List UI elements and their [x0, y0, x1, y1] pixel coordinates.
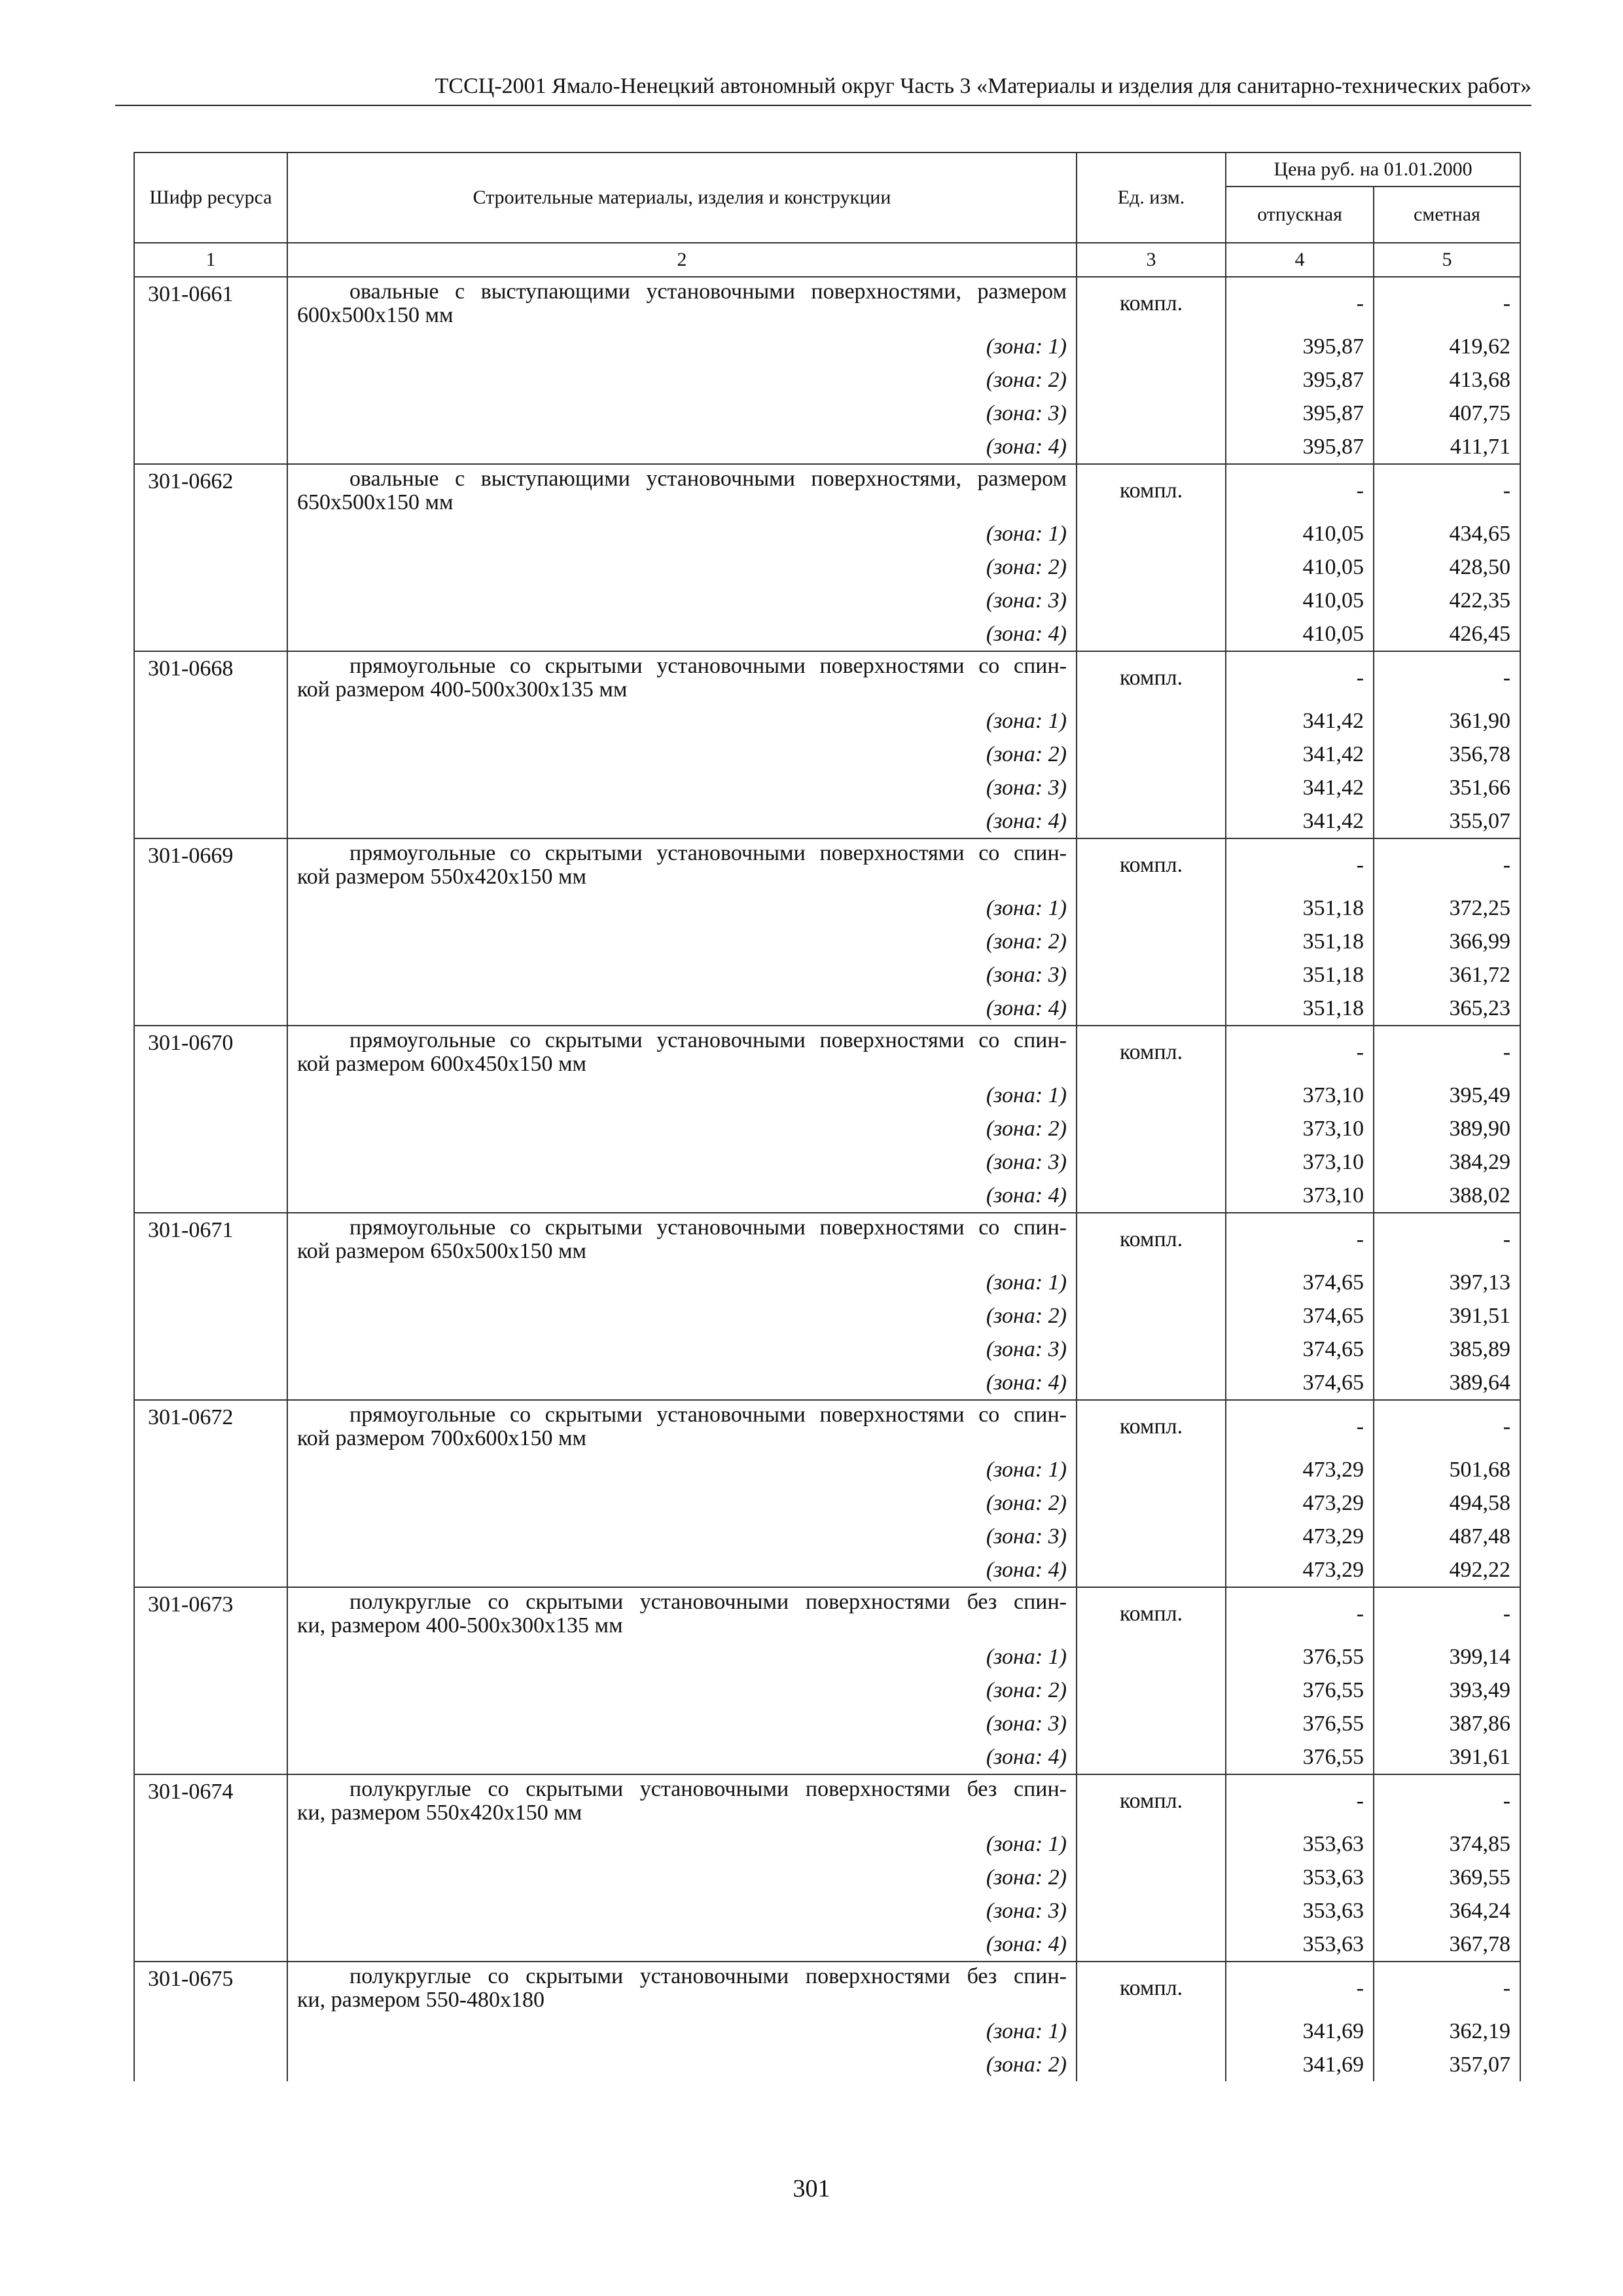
estimate-price: 389,90: [1374, 1112, 1520, 1145]
column-number: 3: [1077, 243, 1226, 277]
zone-label: (зона: 4): [287, 1928, 1077, 1962]
resource-code: 301-0669: [134, 838, 287, 1026]
page-header: ТССЦ-2001 Ямало-Ненецкий автономный округ Часть 3 «Материалы и изделия для санитарно-технических работ»: [435, 74, 1531, 98]
table-row: [134, 464, 1520, 517]
unit-of-measure: [1077, 1333, 1226, 1366]
release-price: -: [1226, 651, 1374, 704]
zone-label: (зона: 4): [287, 1553, 1077, 1587]
zone-label: (зона: 2): [287, 1112, 1077, 1145]
resource-code: 301-0671: [134, 1213, 287, 1400]
zone-row: [134, 2048, 1520, 2081]
description-line: прямоугольные со скрытыми установочными поверхностями со спин-: [349, 841, 1067, 865]
column-header-name: Строительные материалы, изделия и конструкции: [287, 152, 1077, 243]
description-line: прямоугольные со скрытыми установочными поверхностями со спин-: [349, 1028, 1067, 1052]
unit-of-measure: [1077, 1740, 1226, 1774]
estimate-price: 364,24: [1374, 1894, 1520, 1928]
description-line: кой размером 650х500х150 мм: [297, 1239, 587, 1263]
description-line: овальные с выступающими установочными поверхностями, размером: [349, 467, 1067, 491]
release-price: -: [1226, 1774, 1374, 1827]
zone-row: [134, 1266, 1520, 1299]
zone-label: (зона: 4): [287, 804, 1077, 838]
unit-of-measure: [1077, 891, 1226, 925]
resource-code: 301-0673: [134, 1587, 287, 1774]
unit-of-measure: [1077, 517, 1226, 550]
release-price: 374,65: [1226, 1299, 1374, 1333]
item-description: [287, 1962, 1077, 2015]
zone-label: (зона: 1): [287, 2015, 1077, 2048]
table-row: [134, 838, 1520, 891]
unit-of-measure: [1077, 430, 1226, 464]
unit-of-measure: [1077, 1707, 1226, 1740]
release-price: -: [1226, 838, 1374, 891]
estimate-price: 419,62: [1374, 330, 1520, 363]
release-price: 473,29: [1226, 1486, 1374, 1520]
unit-of-measure: [1077, 738, 1226, 771]
table-row: [134, 1026, 1520, 1079]
estimate-price: 422,35: [1374, 584, 1520, 617]
column-number: 4: [1226, 243, 1374, 277]
release-price: 341,42: [1226, 738, 1374, 771]
zone-row: [134, 1299, 1520, 1333]
zone-row: [134, 1827, 1520, 1861]
estimate-price: 389,64: [1374, 1366, 1520, 1400]
resource-code: 301-0668: [134, 651, 287, 838]
item-description: [287, 1026, 1077, 1079]
table-header: [134, 152, 1520, 277]
unit-of-measure: [1077, 1179, 1226, 1213]
zone-label: (зона: 1): [287, 1266, 1077, 1299]
estimate-price: 355,07: [1374, 804, 1520, 838]
estimate-price: -: [1374, 1400, 1520, 1453]
release-price: 373,10: [1226, 1145, 1374, 1179]
item-description: [287, 1213, 1077, 1266]
estimate-price: -: [1374, 277, 1520, 330]
zone-label: (зона: 1): [287, 1453, 1077, 1486]
unit-of-measure: компл.: [1077, 464, 1226, 517]
unit-of-measure: [1077, 1674, 1226, 1707]
zone-label: (зона: 1): [287, 330, 1077, 363]
release-price: 473,29: [1226, 1520, 1374, 1553]
zone-label: (зона: 3): [287, 1145, 1077, 1179]
zone-label: (зона: 3): [287, 397, 1077, 430]
zone-row: [134, 1453, 1520, 1486]
resource-code: 301-0672: [134, 1400, 287, 1587]
estimate-price: 374,85: [1374, 1827, 1520, 1861]
zone-label: (зона: 3): [287, 584, 1077, 617]
estimate-price: -: [1374, 1774, 1520, 1827]
zone-label: (зона: 4): [287, 1740, 1077, 1774]
resource-code: 301-0675: [134, 1962, 287, 2081]
zone-row: [134, 771, 1520, 804]
estimate-price: 411,71: [1374, 430, 1520, 464]
zone-label: (зона: 4): [287, 992, 1077, 1026]
release-price: 374,65: [1226, 1333, 1374, 1366]
estimate-price: -: [1374, 1213, 1520, 1266]
description-line: ки, размером 550х420х150 мм: [297, 1801, 582, 1825]
release-price: 351,18: [1226, 925, 1374, 958]
description-line: кой размером 550х420х150 мм: [297, 865, 587, 889]
column-numbers-row: [134, 243, 1520, 277]
release-price: 374,65: [1226, 1366, 1374, 1400]
release-price: -: [1226, 1400, 1374, 1453]
unit-of-measure: [1077, 1079, 1226, 1112]
estimate-price: -: [1374, 1587, 1520, 1640]
release-price: 473,29: [1226, 1553, 1374, 1587]
zone-row: [134, 804, 1520, 838]
zone-label: (зона: 2): [287, 738, 1077, 771]
release-price: 376,55: [1226, 1740, 1374, 1774]
estimate-price: 487,48: [1374, 1520, 1520, 1553]
unit-of-measure: [1077, 1112, 1226, 1145]
estimate-price: 391,51: [1374, 1299, 1520, 1333]
zone-row: [134, 958, 1520, 992]
zone-row: [134, 1553, 1520, 1587]
unit-of-measure: [1077, 804, 1226, 838]
zone-row: [134, 517, 1520, 550]
estimate-price: 434,65: [1374, 517, 1520, 550]
unit-of-measure: компл.: [1077, 651, 1226, 704]
unit-of-measure: [1077, 704, 1226, 738]
estimate-price: 362,19: [1374, 2015, 1520, 2048]
unit-of-measure: [1077, 1894, 1226, 1928]
release-price: 351,18: [1226, 992, 1374, 1026]
resource-code: 301-0662: [134, 464, 287, 651]
zone-row: [134, 397, 1520, 430]
release-price: 376,55: [1226, 1707, 1374, 1740]
release-price: 395,87: [1226, 330, 1374, 363]
zone-row: [134, 1861, 1520, 1894]
zone-label: (зона: 3): [287, 958, 1077, 992]
zone-row: [134, 1707, 1520, 1740]
estimate-price: 501,68: [1374, 1453, 1520, 1486]
item-description: [287, 838, 1077, 891]
unit-of-measure: [1077, 584, 1226, 617]
unit-of-measure: [1077, 2048, 1226, 2081]
unit-of-measure: компл.: [1077, 1026, 1226, 1079]
zone-row: [134, 1674, 1520, 1707]
unit-of-measure: [1077, 1553, 1226, 1587]
column-number: 2: [287, 243, 1077, 277]
zone-label: (зона: 3): [287, 771, 1077, 804]
unit-of-measure: компл.: [1077, 1400, 1226, 1453]
estimate-price: 356,78: [1374, 738, 1520, 771]
zone-row: [134, 550, 1520, 584]
release-price: 341,69: [1226, 2015, 1374, 2048]
release-price: 353,63: [1226, 1928, 1374, 1962]
estimate-price: 399,14: [1374, 1640, 1520, 1674]
release-price: 341,42: [1226, 704, 1374, 738]
zone-label: (зона: 4): [287, 430, 1077, 464]
release-price: 373,10: [1226, 1079, 1374, 1112]
description-line: прямоугольные со скрытыми установочными поверхностями со спин-: [349, 654, 1067, 678]
zone-label: (зона: 1): [287, 891, 1077, 925]
estimate-price: 361,90: [1374, 704, 1520, 738]
estimate-price: -: [1374, 838, 1520, 891]
zone-label: (зона: 3): [287, 1894, 1077, 1928]
release-price: 353,63: [1226, 1894, 1374, 1928]
estimate-price: 387,86: [1374, 1707, 1520, 1740]
column-header-unit: Ед. изм.: [1077, 152, 1226, 243]
release-price: 410,05: [1226, 584, 1374, 617]
zone-row: [134, 1894, 1520, 1928]
unit-of-measure: [1077, 330, 1226, 363]
unit-of-measure: компл.: [1077, 838, 1226, 891]
estimate-price: 366,99: [1374, 925, 1520, 958]
release-price: 373,10: [1226, 1179, 1374, 1213]
unit-of-measure: [1077, 1299, 1226, 1333]
zone-row: [134, 363, 1520, 397]
item-description: [287, 1587, 1077, 1640]
release-price: -: [1226, 1587, 1374, 1640]
description-line: 600х500х150 мм: [297, 303, 454, 327]
estimate-price: 384,29: [1374, 1145, 1520, 1179]
zone-label: (зона: 1): [287, 704, 1077, 738]
description-line: полукруглые со скрытыми установочными поверхностями без спин-: [349, 1590, 1067, 1614]
zone-row: [134, 1928, 1520, 1962]
release-price: 341,42: [1226, 771, 1374, 804]
release-price: 373,10: [1226, 1112, 1374, 1145]
unit-of-measure: [1077, 1520, 1226, 1553]
estimate-price: 426,45: [1374, 617, 1520, 651]
zone-label: (зона: 2): [287, 363, 1077, 397]
resource-code: 301-0674: [134, 1774, 287, 1962]
estimate-price: -: [1374, 1026, 1520, 1079]
release-price: 410,05: [1226, 617, 1374, 651]
zone-row: [134, 891, 1520, 925]
zone-label: (зона: 3): [287, 1520, 1077, 1553]
zone-label: (зона: 2): [287, 1299, 1077, 1333]
release-price: -: [1226, 464, 1374, 517]
zone-label: (зона: 2): [287, 2048, 1077, 2081]
estimate-price: 494,58: [1374, 1486, 1520, 1520]
table-row: [134, 1774, 1520, 1827]
unit-of-measure: [1077, 771, 1226, 804]
release-price: 376,55: [1226, 1640, 1374, 1674]
zone-label: (зона: 1): [287, 1827, 1077, 1861]
release-price: 353,63: [1226, 1861, 1374, 1894]
release-price: 376,55: [1226, 1674, 1374, 1707]
zone-row: [134, 1486, 1520, 1520]
table-row: [134, 1962, 1520, 2015]
description-line: кой размером 700х600х150 мм: [297, 1426, 587, 1450]
table-row: [134, 277, 1520, 330]
unit-of-measure: [1077, 1827, 1226, 1861]
zone-row: [134, 330, 1520, 363]
release-price: -: [1226, 1026, 1374, 1079]
zone-label: (зона: 4): [287, 617, 1077, 651]
zone-row: [134, 1179, 1520, 1213]
unit-of-measure: [1077, 1486, 1226, 1520]
zone-row: [134, 430, 1520, 464]
unit-of-measure: компл.: [1077, 1774, 1226, 1827]
zone-row: [134, 1112, 1520, 1145]
release-price: 395,87: [1226, 363, 1374, 397]
page-number: 301: [793, 2175, 830, 2202]
column-number: 5: [1374, 243, 1520, 277]
estimate-price: 407,75: [1374, 397, 1520, 430]
unit-of-measure: [1077, 992, 1226, 1026]
release-price: 473,29: [1226, 1453, 1374, 1486]
price-table: [134, 152, 1521, 2081]
zone-label: (зона: 2): [287, 550, 1077, 584]
zone-label: (зона: 2): [287, 1674, 1077, 1707]
item-description: [287, 1774, 1077, 1827]
zone-label: (зона: 1): [287, 517, 1077, 550]
estimate-price: -: [1374, 651, 1520, 704]
zone-row: [134, 925, 1520, 958]
description-line: ки, размером 400-500х300х135 мм: [297, 1613, 623, 1638]
estimate-price: 391,61: [1374, 1740, 1520, 1774]
release-price: 351,18: [1226, 958, 1374, 992]
unit-of-measure: [1077, 617, 1226, 651]
table-row: [134, 651, 1520, 704]
zone-row: [134, 992, 1520, 1026]
zone-row: [134, 738, 1520, 771]
estimate-price: 361,72: [1374, 958, 1520, 992]
zone-row: [134, 1079, 1520, 1112]
item-description: [287, 651, 1077, 704]
estimate-price: -: [1374, 1962, 1520, 2015]
table-row: [134, 1587, 1520, 1640]
unit-of-measure: [1077, 1861, 1226, 1894]
zone-label: (зона: 4): [287, 1179, 1077, 1213]
zone-row: [134, 1640, 1520, 1674]
estimate-price: 357,07: [1374, 2048, 1520, 2081]
estimate-price: 397,13: [1374, 1266, 1520, 1299]
unit-of-measure: [1077, 958, 1226, 992]
description-line: кой размером 600х450х150 мм: [297, 1052, 587, 1076]
estimate-price: 365,23: [1374, 992, 1520, 1026]
unit-of-measure: компл.: [1077, 277, 1226, 330]
estimate-price: 351,66: [1374, 771, 1520, 804]
column-header-release: отпускная: [1226, 187, 1374, 243]
estimate-price: 369,55: [1374, 1861, 1520, 1894]
zone-label: (зона: 2): [287, 1486, 1077, 1520]
column-header-estimate: сметная: [1374, 187, 1520, 243]
estimate-price: -: [1374, 464, 1520, 517]
zone-row: [134, 1333, 1520, 1366]
unit-of-measure: компл.: [1077, 1587, 1226, 1640]
description-line: овальные с выступающими установочными поверхностями, размером: [349, 279, 1067, 304]
column-header-code: Шифр ресурса: [134, 152, 287, 243]
estimate-price: 395,49: [1374, 1079, 1520, 1112]
item-description: [287, 1400, 1077, 1453]
table-body: [134, 277, 1520, 2081]
zone-row: [134, 704, 1520, 738]
estimate-price: 385,89: [1374, 1333, 1520, 1366]
column-number: 1: [134, 243, 287, 277]
zone-label: (зона: 2): [287, 1861, 1077, 1894]
description-line: кой размером 400-500х300х135 мм: [297, 677, 628, 702]
description-line: 650х500х150 мм: [297, 490, 454, 514]
resource-code: 301-0670: [134, 1026, 287, 1213]
column-header-price: Цена руб. на 01.01.2000: [1226, 152, 1520, 187]
zone-row: [134, 2015, 1520, 2048]
estimate-price: 388,02: [1374, 1179, 1520, 1213]
unit-of-measure: [1077, 925, 1226, 958]
unit-of-measure: [1077, 397, 1226, 430]
zone-row: [134, 584, 1520, 617]
estimate-price: 413,68: [1374, 363, 1520, 397]
release-price: -: [1226, 1962, 1374, 2015]
table-row: [134, 1213, 1520, 1266]
zone-row: [134, 1740, 1520, 1774]
release-price: 395,87: [1226, 397, 1374, 430]
unit-of-measure: [1077, 1266, 1226, 1299]
zone-row: [134, 1520, 1520, 1553]
release-price: 374,65: [1226, 1266, 1374, 1299]
zone-row: [134, 617, 1520, 651]
description-line: прямоугольные со скрытыми установочными поверхностями со спин-: [349, 1215, 1067, 1240]
zone-row: [134, 1145, 1520, 1179]
description-line: ки, размером 550-480х180: [297, 1988, 545, 2012]
estimate-price: 428,50: [1374, 550, 1520, 584]
release-price: 341,69: [1226, 2048, 1374, 2081]
unit-of-measure: [1077, 363, 1226, 397]
release-price: -: [1226, 1213, 1374, 1266]
description-line: полукруглые со скрытыми установочными поверхностями без спин-: [349, 1964, 1067, 1988]
item-description: [287, 277, 1077, 330]
unit-of-measure: [1077, 1640, 1226, 1674]
estimate-price: 393,49: [1374, 1674, 1520, 1707]
unit-of-measure: компл.: [1077, 1962, 1226, 2015]
unit-of-measure: [1077, 2015, 1226, 2048]
description-line: прямоугольные со скрытыми установочными поверхностями со спин-: [349, 1403, 1067, 1427]
zone-label: (зона: 2): [287, 925, 1077, 958]
description-line: полукруглые со скрытыми установочными поверхностями без спин-: [349, 1777, 1067, 1801]
release-price: 341,42: [1226, 804, 1374, 838]
unit-of-measure: [1077, 1145, 1226, 1179]
estimate-price: 492,22: [1374, 1553, 1520, 1587]
resource-code: 301-0661: [134, 277, 287, 464]
unit-of-measure: [1077, 1453, 1226, 1486]
zone-label: (зона: 1): [287, 1640, 1077, 1674]
unit-of-measure: [1077, 1928, 1226, 1962]
release-price: 410,05: [1226, 517, 1374, 550]
zone-row: [134, 1366, 1520, 1400]
estimate-price: 367,78: [1374, 1928, 1520, 1962]
item-description: [287, 464, 1077, 517]
unit-of-measure: [1077, 1366, 1226, 1400]
unit-of-measure: компл.: [1077, 1213, 1226, 1266]
zone-label: (зона: 3): [287, 1333, 1077, 1366]
zone-label: (зона: 1): [287, 1079, 1077, 1112]
header-divider: [115, 105, 1531, 106]
release-price: 353,63: [1226, 1827, 1374, 1861]
unit-of-measure: [1077, 550, 1226, 584]
release-price: 410,05: [1226, 550, 1374, 584]
zone-label: (зона: 4): [287, 1366, 1077, 1400]
table-row: [134, 1400, 1520, 1453]
estimate-price: 372,25: [1374, 891, 1520, 925]
release-price: 395,87: [1226, 430, 1374, 464]
zone-label: (зона: 3): [287, 1707, 1077, 1740]
release-price: -: [1226, 277, 1374, 330]
release-price: 351,18: [1226, 891, 1374, 925]
